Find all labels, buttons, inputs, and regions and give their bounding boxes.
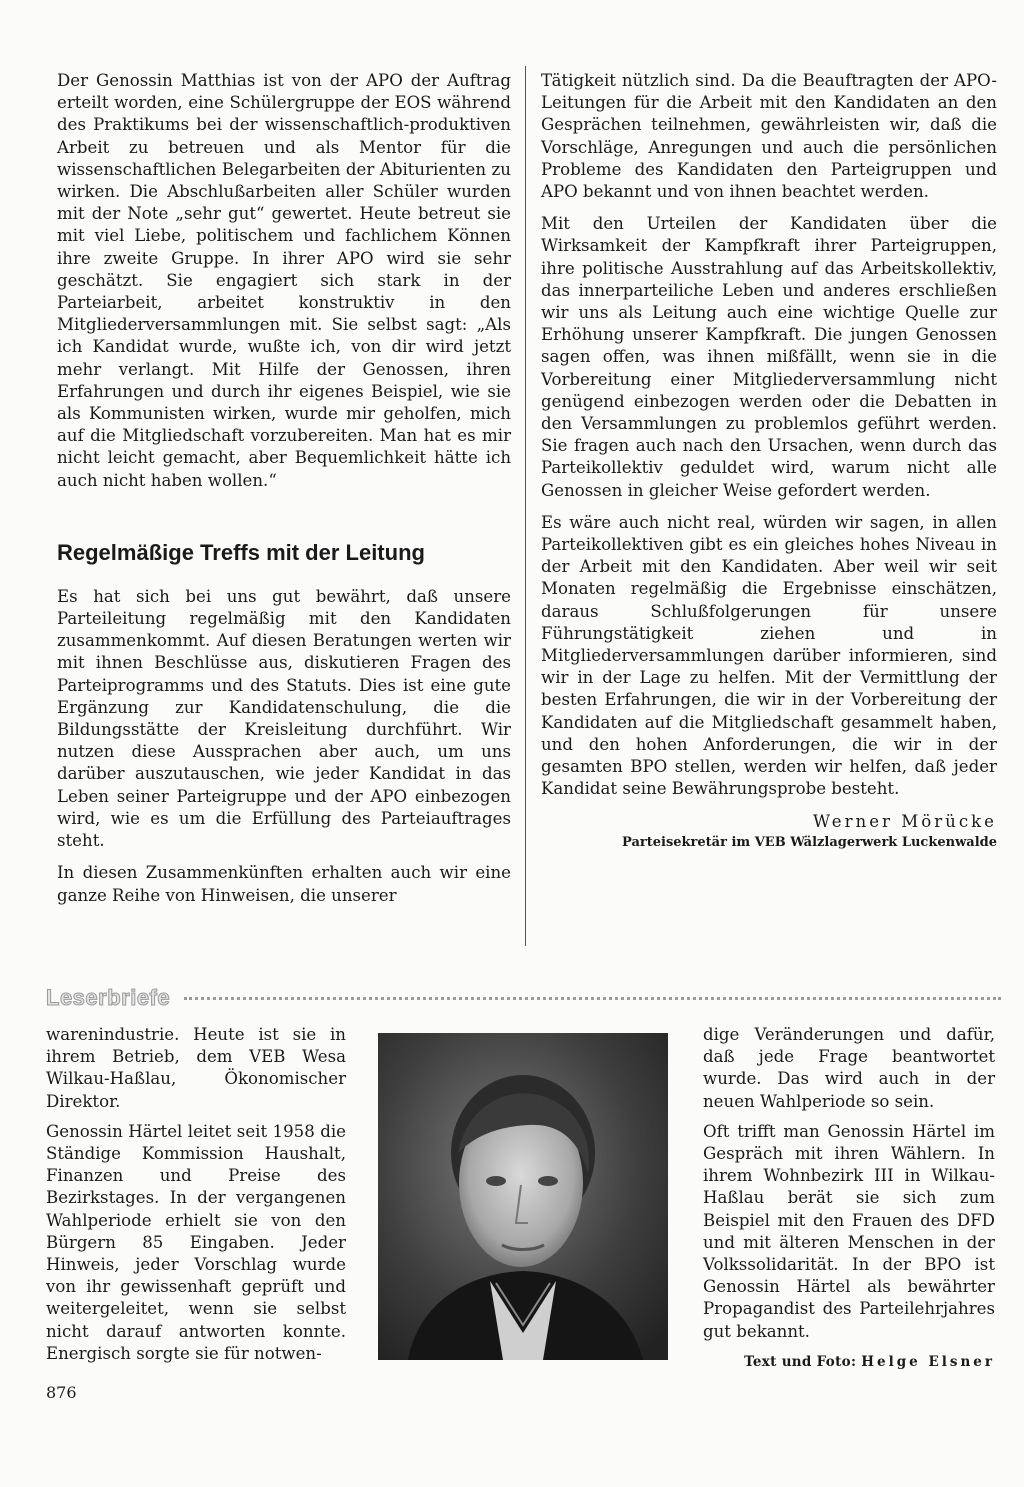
- caption-prefix: Text und Foto:: [744, 1353, 857, 1370]
- letter-column-left: [46, 1024, 346, 1373]
- article-paragraph: Tätigkeit nützlich sind. Da die Beauftragten der APO-Leitungen für die Arbeit mit den Kandidaten an den Gesprächen teilnehmen, gewährleisten wir, daß die Vorschläge, Anregungen und auch die persönlichen Probleme des Kandidaten den Parteigruppen und APO bekannt und von ihnen beachtet werden.: [541, 71, 997, 202]
- section-heading: Regelmäßige Treffs mit der Leitung: [57, 539, 425, 565]
- column-divider: [525, 66, 526, 946]
- section-header-leserbriefe: [46, 983, 1001, 1013]
- author-role: Parteisekretär im VEB Wälzlagerwerk Luckenwalde: [622, 834, 997, 850]
- portrait-photo: [378, 1033, 668, 1360]
- article-paragraph: Der Genossin Matthias ist von der APO der Auftrag erteilt worden, eine Schülergruppe der EOS während des Praktikums bei der wissenschaftlich-produktiven Arbeit zu betreuen und als Mentor für die wissenschaftlichen Belegarbeiten der Abiturienten zu wirken. Die Abschlußarbeiten aller Schüler wurden mit der Note „sehr gut“ gewertet. Heute betreut sie mit viel Liebe, politischem und fachlichem Können ihre zweite Gruppe. In ihrer APO wird sie sehr geschätzt. Sie engagiert sich stark in der Parteiarbeit, arbeitet konstruktiv in den Mitgliederversammlungen mit. Sie selbst sagt: „Als ich Kandidat wurde, wußte ich, von dir wird jetzt mehr verlangt. Mit Hilfe der Genossen, ihren Erfahrungen und durch ihr eigenes Beispiel, wie sie als Kommunisten wirken, wurde mir geholfen, mich auf die Mitgliedschaft vorzubereiten. Man hat es mir nicht leicht gemacht, aber Bequemlichkeit hätte ich auch nicht haben wollen.“: [57, 71, 511, 490]
- letter-column-right: [703, 1024, 995, 1373]
- article-paragraph: Es hat sich bei uns gut bewährt, daß unsere Parteileitung regelmäßig mit den Kandidaten zusammenkommt. Auf diesen Beratungen werten wir mit ihnen Beschlüsse aus, diskutieren Fragen des Parteiprogramms und des Statuts. Dies ist eine gute Ergänzung zur Kandidatenschulung, die die Bildungsstätte der Kreisleitung durchführt. Wir nutzen diese Aussprachen aber auch, um uns darüber auszutauschen, wie jeder Kandidat in das Leben seiner Parteigruppe und der APO einbezogen wird, wie es um die Erfüllung des Parteiauftrages steht.: [57, 586, 511, 851]
- letter-paragraph: warenindustrie. Heute ist sie in ihrem Betrieb, dem VEB Wesa Wilkau-Haßlau, Ökonomischer Direktor.: [46, 1025, 346, 1111]
- article-column-right: [541, 70, 997, 853]
- dotted-rule: [184, 997, 1001, 1000]
- article-paragraph: Es wäre auch nicht real, würden wir sagen, in allen Parteikollektiven gibt es ein gleiches hohes Niveau in der Arbeit mit den Kandidaten. Aber weil wir seit Monaten regelmäßig die Ergebnisse einschätzen, daraus Schlußfolgerungen für unsere Führungstätigkeit ziehen und in Mitgliederversammlungen darüber informieren, sind wir in der Lage zu helfen. Mit der Vermittlung der besten Erfahrungen, die wir in der Vorbereitung der Kandidaten auf die Mitgliedschaft gesammelt haben, und den hohen Anforderungen, die wir in der gesamten BPO stellen, werden wir helfen, daß jeder Kandidat seine Bewährungsprobe besteht.: [541, 512, 997, 799]
- article-paragraph: Mit den Urteilen der Kandidaten über die Wirksamkeit der Kampfkraft ihrer Parteigruppen, ihre politische Ausstrahlung auf das Arbeitskollektiv, das innerparteiliche Leben und anderes erschließen wir uns als Leitung auch eine wichtige Quelle zur Erhöhung unserer Kampfkraft. Die jungen Genossen sagen offen, was ihnen mißfällt, wenn sie in die Vorbereitung einer Mitgliederversammlung nicht genügend einbezogen werden oder die Debatten in den Versammlungen zu problemlos geführt werden. Sie fragen auch nach den Ursachen, wenn durch das Parteikollektiv geduldet wird, warum nicht alle Genossen in gleicher Weise gefordert werden.: [541, 214, 997, 500]
- page-number: 876: [46, 1383, 77, 1402]
- section-title: Leserbriefe: [46, 985, 171, 1010]
- article-paragraph: In diesen Zusammenkünften erhalten auch wir eine ganze Reihe von Hinweisen, die unserer: [57, 863, 511, 905]
- photo-caption: [703, 1351, 995, 1373]
- letter-paragraph: Genossin Härtel leitet seit 1958 die Ständige Kommission Haushalt, Finanzen und Preise des Bezirkstages. In der vergangenen Wahlperiode erhielt sie von den Bürgern 85 Eingaben. Jeder Hinweis, jeder Vorschlag wurde von ihr gewissenhaft geprüft und weitergeleitet, wenn sie selbst nicht darauf antworten konnte. Energisch sorgte sie für notwen-: [46, 1121, 346, 1363]
- letter-paragraph: Oft trifft man Genossin Härtel im Gespräch mit ihren Wählern. In ihrem Wohnbezirk III in Wilkau-Haßlau berät sie sich zum Beispiel mit den Frauen des DFD und mit älteren Menschen in der Volkssolidarität. In der BPO ist Genossin Härtel als bewährter Propagandist des Parteilehrjahres gut bekannt.: [703, 1121, 995, 1341]
- article-column-left: [57, 70, 511, 917]
- caption-author: Helge Elsner: [861, 1353, 995, 1370]
- author-name: Werner Mörücke: [813, 811, 997, 831]
- letter-paragraph: dige Veränderungen und dafür, daß jede Frage beantwortet wurde. Das wird auch in der neuen Wahlperiode so sein.: [703, 1025, 995, 1111]
